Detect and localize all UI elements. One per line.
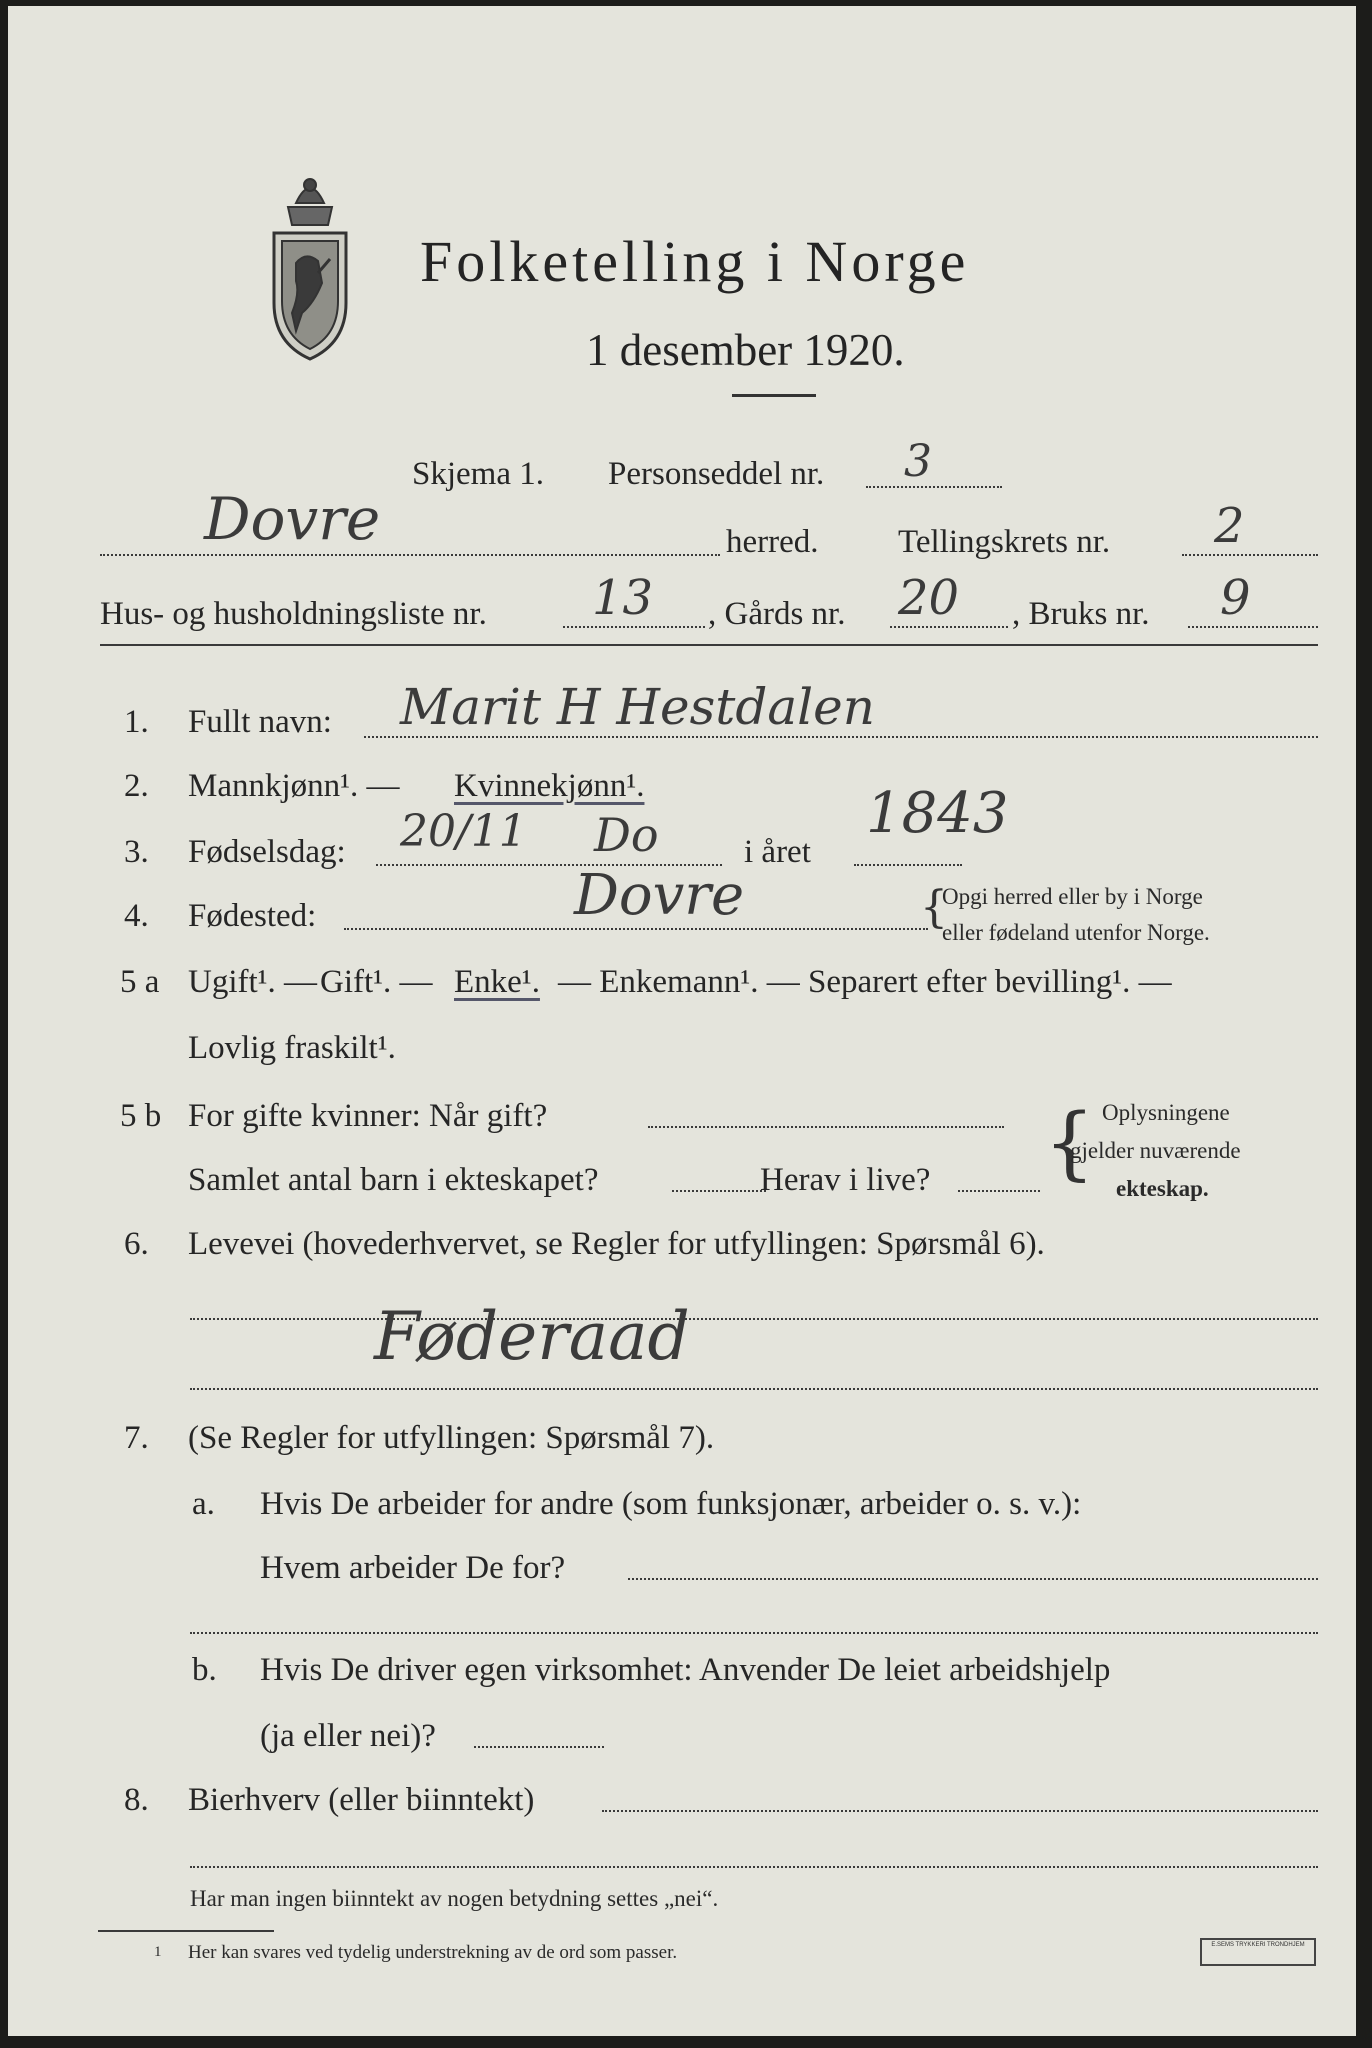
tellingskrets-field[interactable] — [1182, 554, 1318, 556]
q5b-number: 5 b — [120, 1098, 162, 1134]
birth-year-field[interactable] — [854, 864, 962, 866]
printer-stamp: E.SEMS TRYKKERI TRONDHJEM — [1200, 1938, 1316, 1966]
hus-value: 13 — [592, 570, 654, 626]
personseddel-value: 3 — [904, 436, 932, 487]
hired-help-field[interactable] — [474, 1746, 604, 1748]
side-income-field-line2[interactable] — [190, 1866, 1318, 1868]
q2-female-option[interactable]: Kvinnekjønn¹. — [454, 768, 645, 804]
form-date: 1 desember 1920. — [586, 325, 905, 375]
gards-label: , Gårds nr. — [708, 596, 846, 632]
tellingskrets-value: 2 — [1214, 498, 1245, 554]
q5b-note-line3: ekteskap. — [1116, 1176, 1209, 1201]
q5b-note-line1: Oplysningene — [1102, 1100, 1230, 1125]
footnote-text: Her kan svares ved tydelig understrekning av de ord som passer. — [188, 1942, 678, 1963]
occupation-value: Føderaad — [374, 1298, 690, 1375]
q5a-fraskilt-option[interactable]: Lovlig fraskilt¹. — [188, 1030, 396, 1066]
footnote-mark: 1 — [154, 1944, 162, 1960]
q2-male-option[interactable]: Mannkjønn¹. — — [188, 768, 400, 804]
hus-label: Hus- og husholdningsliste nr. — [100, 596, 487, 632]
q8-label: Bierhverv (eller biinntekt) — [188, 1782, 535, 1818]
q5b-children-label: Samlet antal barn i ekteskapet? — [188, 1162, 599, 1198]
gards-field[interactable] — [890, 626, 1008, 628]
hus-field[interactable] — [563, 626, 705, 628]
q7a-text: Hvis De arbeider for andre (som funksjonær, arbeider o. s. v.): — [260, 1486, 1082, 1522]
q7b-letter: b. — [192, 1652, 217, 1688]
children-alive-field[interactable] — [958, 1190, 1040, 1192]
bruks-value: 9 — [1220, 570, 1251, 626]
q5b-label: For gifte kvinner: Når gift? — [188, 1098, 548, 1134]
schema-label: Skjema 1. — [412, 456, 544, 492]
q3-year-label: i året — [744, 834, 811, 870]
q5b-note-line2: gjelder nuværende — [1070, 1138, 1241, 1163]
q5a-gift-option[interactable]: Gift¹. — — [320, 964, 433, 1000]
q4-brace: { — [920, 882, 948, 933]
bruks-label: , Bruks nr. — [1012, 596, 1150, 632]
q7-label: (Se Regler for utfyllingen: Spørsmål 7). — [188, 1420, 715, 1456]
full-name-field[interactable] — [364, 736, 1318, 738]
q1-label: Fullt navn: — [188, 704, 332, 740]
employer-field[interactable] — [628, 1578, 1318, 1580]
q3-number: 3. — [124, 834, 149, 870]
children-total-field[interactable] — [672, 1190, 766, 1192]
q1-number: 1. — [124, 704, 149, 740]
birthplace-value: Dovre — [574, 863, 745, 928]
footer-note: Har man ingen biinntekt av nogen betydning settes „nei“. — [190, 1886, 719, 1911]
census-form — [8, 6, 1356, 2036]
q4-note-line2: eller fødeland utenfor Norge. — [942, 920, 1210, 945]
title-divider — [732, 394, 816, 397]
footnote-rule — [98, 1930, 274, 1932]
q4-number: 4. — [124, 898, 149, 934]
birth-year-value: 1843 — [866, 781, 1009, 846]
q7-number: 7. — [124, 1420, 149, 1456]
birthdate-value: 20/11 — [400, 806, 527, 857]
q5a-enke-option[interactable]: Enke¹. — [454, 964, 540, 1000]
q5a-other-options[interactable]: — Enkemann¹. — Separert efter bevilling¹. — — [558, 964, 1172, 1000]
herred-field[interactable] — [100, 554, 720, 556]
occupation-field-line1[interactable] — [190, 1318, 1318, 1320]
tellingskrets-label: Tellingskrets nr. — [898, 524, 1111, 560]
form-title: Folketelling i Norge — [420, 229, 970, 294]
q7b-question: (ja eller nei)? — [260, 1718, 436, 1754]
q7a-letter: a. — [192, 1486, 215, 1522]
herred-label: herred. — [726, 524, 819, 560]
q8-number: 8. — [124, 1782, 149, 1818]
q4-label: Fødested: — [188, 898, 317, 934]
header-separator — [100, 644, 1318, 646]
q6-label: Levevei (hovederhvervet, se Regler for utfyllingen: Spørsmål 6). — [188, 1226, 1045, 1262]
employer-field-line2[interactable] — [190, 1632, 1318, 1634]
birthplace-field[interactable] — [344, 928, 928, 930]
q5a-ugift-option[interactable]: Ugift¹. — — [188, 964, 318, 1000]
occupation-field-line2[interactable] — [190, 1388, 1318, 1390]
q3-label: Fødselsdag: — [188, 834, 346, 870]
side-income-field[interactable] — [602, 1810, 1318, 1812]
personseddel-field[interactable] — [866, 486, 1002, 488]
q6-number: 6. — [124, 1226, 149, 1262]
personseddel-label: Personseddel nr. — [608, 456, 825, 492]
birthdate-place-hint: Do — [594, 808, 659, 862]
norwegian-coat-of-arms-icon — [266, 163, 354, 363]
herred-value: Dovre — [204, 485, 381, 553]
q4-note-line1: Opgi herred eller by i Norge — [942, 884, 1203, 909]
q5b-alive-label: Herav i live? — [760, 1162, 931, 1198]
q7b-text: Hvis De driver egen virksomhet: Anvender De leiet arbeidshjelp — [260, 1652, 1111, 1688]
q5a-number: 5 a — [120, 964, 160, 1000]
q2-number: 2. — [124, 768, 149, 804]
gards-value: 20 — [898, 570, 960, 626]
married-date-field[interactable] — [648, 1126, 1004, 1128]
q5b-brace: { — [1044, 1096, 1095, 1189]
full-name-value: Marit H Hestdalen — [400, 678, 875, 736]
bruks-field[interactable] — [1188, 626, 1318, 628]
q7a-question: Hvem arbeider De for? — [260, 1550, 566, 1586]
